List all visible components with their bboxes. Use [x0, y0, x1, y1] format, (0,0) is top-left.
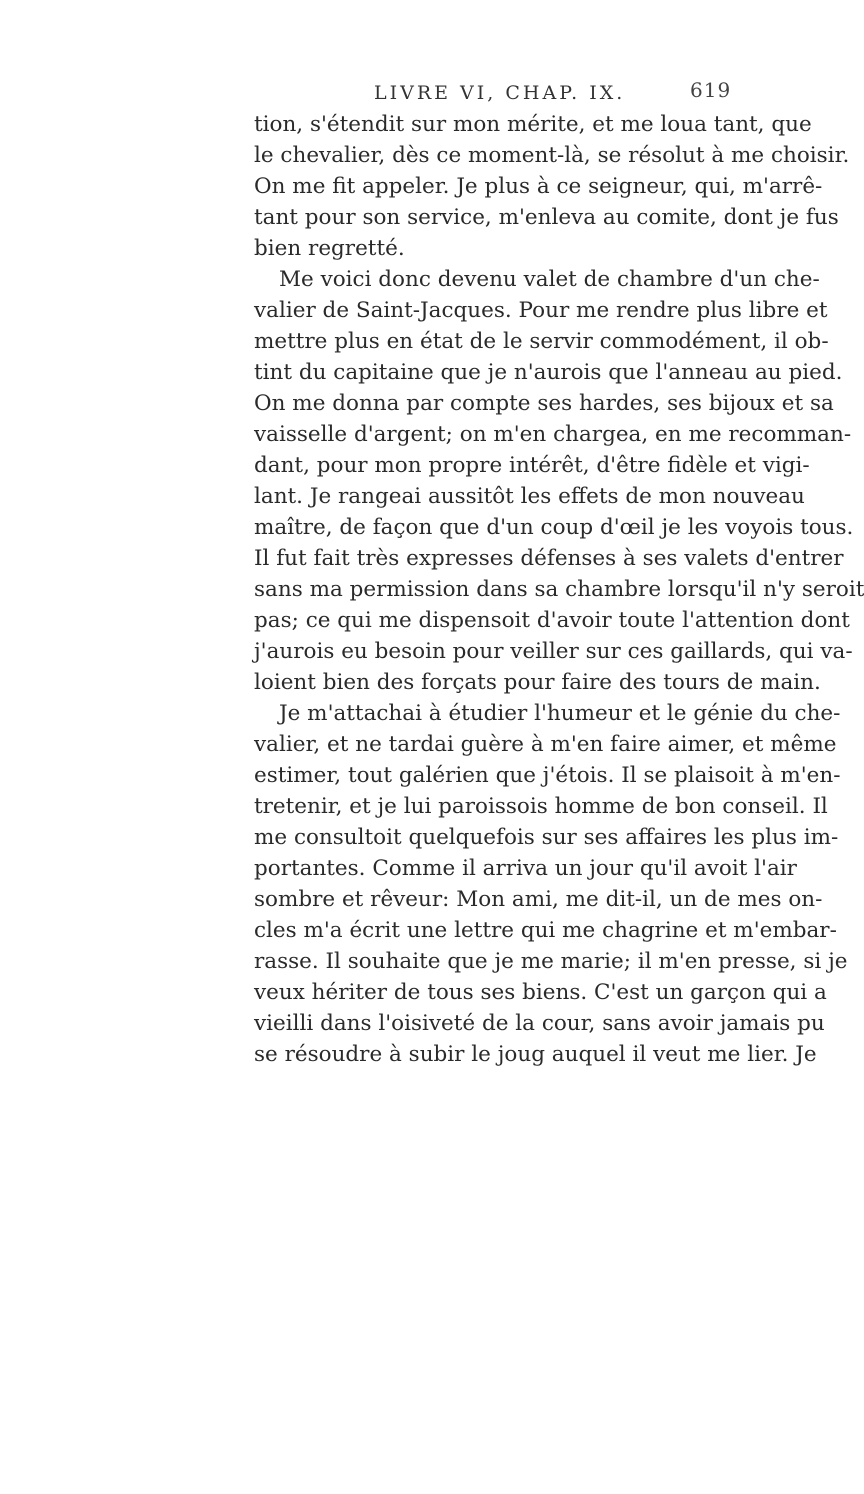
- text-line: loient bien des forçats pour faire des tours de main.: [254, 670, 821, 695]
- text-line: bien regretté.: [254, 236, 405, 261]
- text-line: maître, de façon que d'un coup d'œil je les voyois tous.: [254, 515, 854, 540]
- text-line: tant pour son service, m'enleva au comite, dont je fus: [254, 205, 839, 230]
- text-line: veux hériter de tous ses biens. C'est un garçon qui a: [254, 980, 827, 1005]
- text-line: vaisselle d'argent; on m'en chargea, en me recomman-: [254, 422, 852, 447]
- text-line: j'aurois eu besoin pour veiller sur ces gaillards, qui va-: [254, 639, 853, 664]
- text-line: rasse. Il souhaite que je me marie; il m'en presse, si je: [254, 949, 848, 974]
- text-line: On me donna par compte ses hardes, ses bijoux et sa: [254, 391, 834, 416]
- text-line: valier, et ne tardai guère à m'en faire aimer, et même: [254, 732, 837, 757]
- text-line: sombre et rêveur: Mon ami, me dit-il, un de mes on-: [254, 887, 823, 912]
- text-line: Il fut fait très expresses défenses à ses valets d'entrer: [254, 546, 844, 571]
- text-line: lant. Je rangeai aussitôt les effets de mon nouveau: [254, 484, 805, 509]
- text-line: pas; ce qui me dispensoit d'avoir toute l'attention dont: [254, 608, 850, 633]
- text-line: mettre plus en état de le servir commodément, il ob-: [254, 329, 829, 354]
- text-line: sans ma permission dans sa chambre lorsqu'il n'y seroit: [254, 577, 864, 602]
- text-line: Je m'attachai à étudier l'humeur et le génie du che-: [279, 701, 841, 726]
- text-line: valier de Saint-Jacques. Pour me rendre plus libre et: [254, 298, 828, 323]
- text-line: le chevalier, dès ce moment-là, se résolut à me choisir.: [254, 143, 850, 168]
- text-line: On me fit appeler. Je plus à ce seigneur, qui, m'arrê-: [254, 174, 823, 199]
- text-line: portantes. Comme il arriva un jour qu'il avoit l'air: [254, 856, 797, 881]
- text-line: Me voici donc devenu valet de chambre d'un che-: [279, 267, 820, 292]
- text-line: se résoudre à subir le joug auquel il veut me lier. Je: [254, 1042, 817, 1067]
- page-number: 619: [690, 78, 732, 102]
- text-line: tint du capitaine que je n'aurois que l'anneau au pied.: [254, 360, 843, 385]
- text-line: me consultoit quelquefois sur ses affaires les plus im-: [254, 825, 839, 850]
- text-line: tretenir, et je lui paroissois homme de bon conseil. Il: [254, 794, 828, 819]
- text-line: estimer, tout galérien que j'étois. Il se plaisoit à m'en-: [254, 763, 841, 788]
- text-line: cles m'a écrit une lettre qui me chagrine et m'embar-: [254, 918, 837, 943]
- text-line: vieilli dans l'oisiveté de la cour, sans avoir jamais pu: [254, 1011, 825, 1036]
- text-line: tion, s'étendit sur mon mérite, et me loua tant, que: [254, 112, 812, 137]
- running-head: LIVRE VI, CHAP. IX.: [374, 82, 626, 104]
- text-line: dant, pour mon propre intérêt, d'être fidèle et vigi-: [254, 453, 810, 478]
